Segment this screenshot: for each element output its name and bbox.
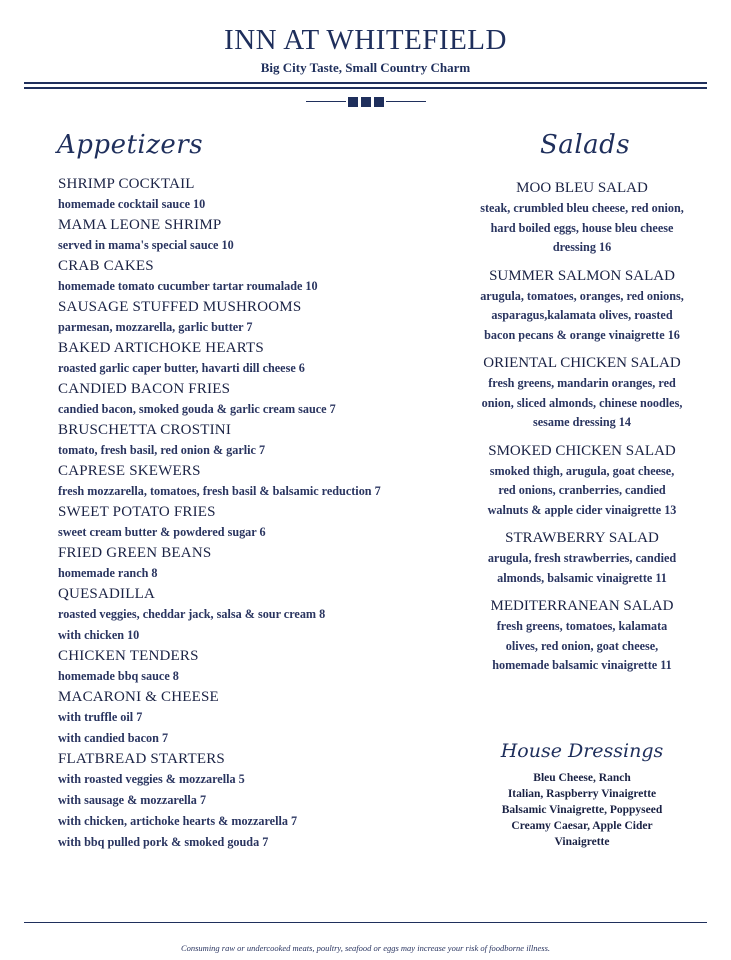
salad-list [480, 177, 684, 683]
footer-rule [24, 922, 707, 923]
appetizer-description: with sausage & mozzarella 7 [58, 793, 207, 807]
salad-item [480, 440, 684, 521]
dressing-line: Bleu Cheese, Ranch [533, 772, 631, 784]
ornament-square [348, 97, 358, 107]
appetizer-name: CHICKEN TENDERS [58, 648, 199, 664]
appetizer-name: FRIED GREEN BEANS [58, 545, 212, 561]
appetizer-list [58, 174, 478, 853]
appetizer-description: with bbq pulled pork & smoked gouda 7 [58, 835, 269, 849]
header-rule-top [24, 82, 707, 84]
appetizer-name: CANDIED BACON FRIES [58, 381, 231, 397]
appetizer-name: SHRIMP COCKTAIL [58, 176, 195, 192]
salad-name: SMOKED CHICKEN SALAD [488, 442, 676, 459]
header-rule-bottom [24, 87, 707, 89]
salad-item [480, 352, 684, 433]
appetizer-description: homemade ranch 8 [58, 566, 158, 580]
salad-description: smoked thigh, arugula, goat cheese, red onions, cranberries, candied walnuts & apple cider vinaigrette 13 [487, 463, 677, 517]
salad-name: MOO BLEU SALAD [516, 180, 648, 196]
appetizer-item [58, 543, 478, 584]
ornament-square [361, 97, 371, 107]
appetizer-description: parmesan, mozzarella, garlic butter 7 [58, 320, 253, 334]
appetizer-name: CAPRESE SKEWERS [58, 463, 201, 479]
appetizer-item [58, 297, 478, 338]
dressings-list [480, 770, 684, 850]
appetizer-name: CRAB CAKES [58, 258, 154, 274]
appetizer-name: FLATBREAD STARTERS [58, 751, 225, 767]
salad-description: fresh greens, mandarin oranges, red onion, sliced almonds, chinese noodles, sesame dressing 14 [481, 376, 683, 429]
ornament-line-left [306, 101, 346, 102]
salad-name: STRAWBERRY SALAD [505, 530, 659, 546]
salads-heading: Salads [540, 130, 631, 160]
appetizer-description: with candied bacon 7 [58, 731, 169, 745]
appetizer-description: roasted veggies, cheddar jack, salsa & sour cream 8 [58, 607, 326, 621]
appetizer-description: candied bacon, smoked gouda & garlic cream sauce 7 [58, 402, 336, 416]
appetizer-description: homemade tomato cucumber tartar roumalade 10 [58, 279, 318, 293]
appetizer-item [58, 256, 478, 297]
appetizer-description: with chicken, artichoke hearts & mozzarella 7 [58, 814, 298, 828]
appetizer-item [58, 461, 478, 502]
header-ornament [0, 96, 731, 108]
appetizer-description: tomato, fresh basil, red onion & garlic 7 [58, 443, 266, 457]
salad-description: fresh greens, tomatoes, kalamata olives, red onion, goat cheese, homemade balsamic vinaigrette 11 [492, 619, 672, 672]
salad-name: MEDITERRANEAN SALAD [490, 598, 674, 614]
appetizer-name: MACARONI & CHEESE [58, 689, 219, 705]
appetizer-item [58, 749, 478, 853]
dressing-line: Balsamic Vinaigrette, Poppyseed [501, 804, 663, 816]
food-safety-note: Consuming raw or undercooked meats, poultry, seafood or eggs may increase your risk of foodborne illness. [180, 943, 551, 953]
dressings-heading: House Dressings [500, 740, 664, 762]
appetizer-description: fresh mozzarella, tomatoes, fresh basil & balsamic reduction 7 [58, 484, 381, 498]
appetizer-item [58, 584, 478, 646]
appetizers-heading: Appetizers [57, 130, 204, 160]
appetizer-item [58, 174, 478, 215]
salad-description: arugula, tomatoes, oranges, red onions, asparagus,kalamata olives, roasted bacon pecans & orange vinaigrette 16 [480, 288, 684, 342]
restaurant-name: INN AT WHITEFIELD [224, 24, 507, 56]
appetizer-description: sweet cream butter & powdered sugar 6 [58, 525, 266, 539]
appetizer-item [58, 420, 478, 461]
appetizer-name: SAUSAGE STUFFED MUSHROOMS [58, 299, 302, 315]
salad-item [480, 527, 684, 588]
appetizer-description: with roasted veggies & mozzarella 5 [58, 772, 245, 786]
appetizer-item [58, 379, 478, 420]
restaurant-tagline: Big City Taste, Small Country Charm [260, 60, 471, 75]
appetizer-description: served in mama's special sauce 10 [58, 238, 234, 252]
salad-description: steak, crumbled bleu cheese, red onion, hard boiled eggs, house bleu cheese dressing 16 [480, 201, 684, 254]
appetizer-item [58, 646, 478, 687]
appetizer-description: with chicken 10 [58, 628, 140, 642]
appetizer-item [58, 687, 478, 749]
salad-name: ORIENTAL CHICKEN SALAD [483, 355, 681, 371]
ornament-square [374, 97, 384, 107]
ornament-line-right [386, 101, 426, 102]
appetizer-description: homemade bbq sauce 8 [58, 669, 179, 683]
appetizer-description: with truffle oil 7 [58, 710, 143, 724]
salad-item [480, 595, 684, 676]
appetizer-name: BAKED ARTICHOKE HEARTS [58, 340, 264, 356]
salad-name: SUMMER SALMON SALAD [489, 267, 675, 284]
dressing-line: Vinaigrette [554, 836, 610, 848]
dressing-line: Italian, Raspberry Vinaigrette [507, 788, 657, 800]
salad-item [480, 265, 684, 346]
appetizer-item [58, 215, 478, 256]
appetizer-description: roasted garlic caper butter, havarti dill cheese 6 [58, 361, 305, 375]
appetizer-name: MAMA LEONE SHRIMP [58, 217, 222, 233]
appetizer-name: QUESADILLA [58, 586, 155, 602]
dressing-line: Creamy Caesar, Apple Cider [511, 820, 653, 832]
appetizer-name: BRUSCHETTA CROSTINI [58, 422, 232, 438]
salad-description: arugula, fresh strawberries, candied almonds, balsamic vinaigrette 11 [487, 551, 677, 585]
appetizer-name: SWEET POTATO FRIES [58, 504, 216, 520]
appetizer-item [58, 338, 478, 379]
salad-item [480, 177, 684, 258]
appetizer-description: homemade cocktail sauce 10 [58, 197, 206, 211]
appetizer-item [58, 502, 478, 543]
